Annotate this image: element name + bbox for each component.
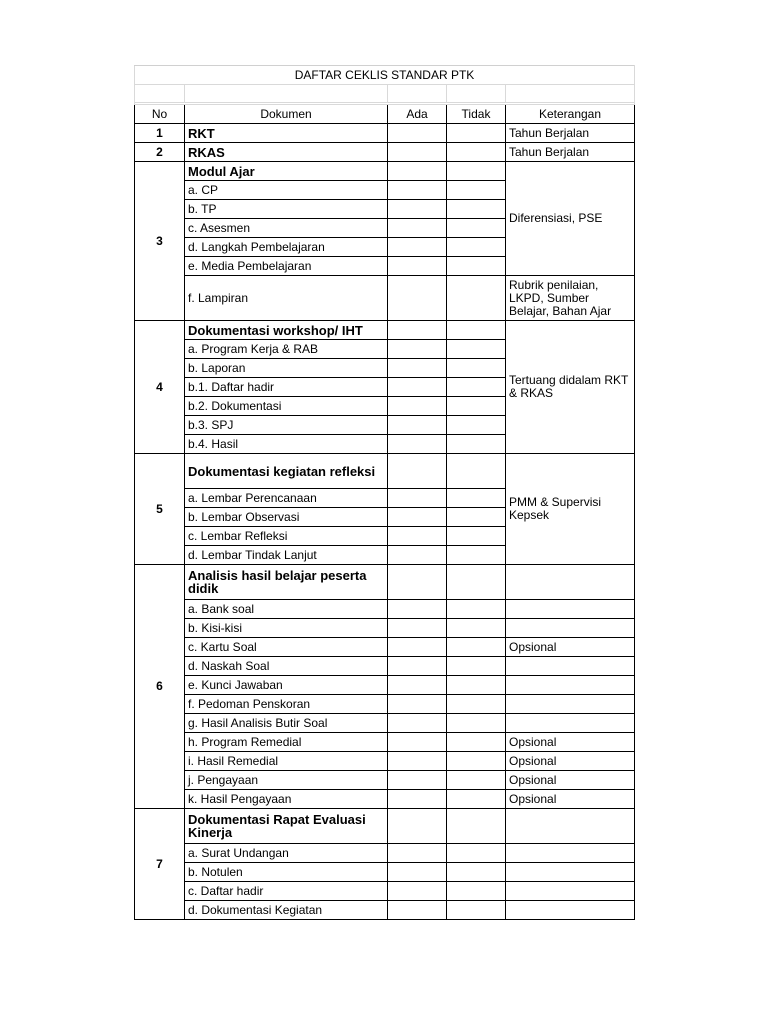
tidak-checkbox-cell[interactable] (447, 809, 506, 844)
keterangan-cell (506, 695, 635, 714)
keterangan-cell (506, 809, 635, 844)
keterangan-cell: Diferensiasi, PSE (506, 162, 635, 276)
table-row (135, 657, 635, 676)
ada-checkbox-cell[interactable] (388, 676, 447, 695)
header-keterangan: Keterangan (506, 105, 635, 124)
keterangan-cell: Tertuang didalam RKT & RKAS (506, 321, 635, 454)
table-row (135, 901, 635, 920)
ada-checkbox-cell[interactable] (388, 340, 447, 359)
keterangan-cell (506, 676, 635, 695)
document-item: b. Lembar Observasi (185, 508, 388, 527)
tidak-checkbox-cell[interactable] (447, 489, 506, 508)
row-number: 1 (135, 124, 185, 143)
document-item: e. Media Pembelajaran (185, 257, 388, 276)
column-header-row (135, 105, 635, 124)
document-item: d. Lembar Tindak Lanjut (185, 546, 388, 565)
table-row (135, 638, 635, 657)
table-row (135, 733, 635, 752)
title-row (135, 66, 635, 85)
document-heading: Dokumentasi kegiatan refleksi (185, 454, 388, 489)
tidak-checkbox-cell[interactable] (447, 219, 506, 238)
keterangan-cell (506, 863, 635, 882)
row-number: 6 (135, 565, 185, 809)
table-row (135, 714, 635, 733)
spacer-cell (506, 85, 635, 103)
document-item: e. Kunci Jawaban (185, 676, 388, 695)
document-item: f. Lampiran (185, 276, 388, 321)
tidak-checkbox-cell[interactable] (447, 657, 506, 676)
ada-checkbox-cell[interactable] (388, 600, 447, 619)
tidak-checkbox-cell[interactable] (447, 771, 506, 790)
keterangan-cell (506, 844, 635, 863)
ada-checkbox-cell[interactable] (388, 200, 447, 219)
spacer-row (135, 85, 635, 103)
document-heading: Dokumentasi workshop/ IHT (185, 321, 388, 340)
document-heading: Modul Ajar (185, 162, 388, 181)
table-row (135, 321, 635, 340)
tidak-checkbox-cell[interactable] (447, 143, 506, 162)
table-row (135, 276, 635, 321)
tidak-checkbox-cell[interactable] (447, 638, 506, 657)
tidak-checkbox-cell[interactable] (447, 752, 506, 771)
keterangan-cell (506, 565, 635, 600)
table-row (135, 863, 635, 882)
ada-checkbox-cell[interactable] (388, 733, 447, 752)
tidak-checkbox-cell[interactable] (447, 200, 506, 219)
keterangan-cell: Opsional (506, 752, 635, 771)
ada-checkbox-cell[interactable] (388, 752, 447, 771)
spacer-cell (447, 85, 506, 103)
keterangan-cell: Tahun Berjalan (506, 124, 635, 143)
document-item: b.1. Daftar hadir (185, 378, 388, 397)
table-row (135, 752, 635, 771)
tidak-checkbox-cell[interactable] (447, 901, 506, 920)
ada-checkbox-cell[interactable] (388, 844, 447, 863)
keterangan-cell (506, 882, 635, 901)
ada-checkbox-cell[interactable] (388, 508, 447, 527)
document-item: c. Asesmen (185, 219, 388, 238)
tidak-checkbox-cell[interactable] (447, 733, 506, 752)
tidak-checkbox-cell[interactable] (447, 695, 506, 714)
document-item: b. Notulen (185, 863, 388, 882)
keterangan-cell: PMM & Supervisi Kepsek (506, 454, 635, 565)
table-row (135, 695, 635, 714)
ada-checkbox-cell[interactable] (388, 378, 447, 397)
document-item: k. Hasil Pengayaan (185, 790, 388, 809)
ada-checkbox-cell[interactable] (388, 546, 447, 565)
keterangan-cell (506, 714, 635, 733)
keterangan-cell (506, 600, 635, 619)
document-item: b.2. Dokumentasi (185, 397, 388, 416)
ada-checkbox-cell[interactable] (388, 143, 447, 162)
spacer-cell (388, 85, 447, 103)
spacer-cell (185, 85, 388, 103)
ada-checkbox-cell[interactable] (388, 238, 447, 257)
tidak-checkbox-cell[interactable] (447, 321, 506, 340)
ada-checkbox-cell[interactable] (388, 489, 447, 508)
tidak-checkbox-cell[interactable] (447, 162, 506, 181)
ada-checkbox-cell[interactable] (388, 901, 447, 920)
ada-checkbox-cell[interactable] (388, 657, 447, 676)
ada-checkbox-cell[interactable] (388, 790, 447, 809)
ada-checkbox-cell[interactable] (388, 565, 447, 600)
document-item: i. Hasil Remedial (185, 752, 388, 771)
table-row (135, 882, 635, 901)
tidak-checkbox-cell[interactable] (447, 276, 506, 321)
ada-checkbox-cell[interactable] (388, 416, 447, 435)
table-row (135, 676, 635, 695)
document-item: a. Program Kerja & RAB (185, 340, 388, 359)
ada-checkbox-cell[interactable] (388, 714, 447, 733)
document-item: d. Dokumentasi Kegiatan (185, 901, 388, 920)
ada-checkbox-cell[interactable] (388, 809, 447, 844)
keterangan-cell: Opsional (506, 638, 635, 657)
tidak-checkbox-cell[interactable] (447, 844, 506, 863)
document-item: f. Pedoman Penskoran (185, 695, 388, 714)
ada-checkbox-cell[interactable] (388, 771, 447, 790)
document-item: b. Laporan (185, 359, 388, 378)
tidak-checkbox-cell[interactable] (447, 546, 506, 565)
tidak-checkbox-cell[interactable] (447, 790, 506, 809)
ada-checkbox-cell[interactable] (388, 219, 447, 238)
tidak-checkbox-cell[interactable] (447, 527, 506, 546)
checklist-table (134, 65, 635, 920)
ada-checkbox-cell[interactable] (388, 863, 447, 882)
ada-checkbox-cell[interactable] (388, 124, 447, 143)
tidak-checkbox-cell[interactable] (447, 508, 506, 527)
document-item: b.3. SPJ (185, 416, 388, 435)
table-row (135, 771, 635, 790)
tidak-checkbox-cell[interactable] (447, 619, 506, 638)
document-item: j. Pengayaan (185, 771, 388, 790)
keterangan-cell: Opsional (506, 771, 635, 790)
document-item: b.4. Hasil (185, 435, 388, 454)
table-row (135, 600, 635, 619)
header-tidak: Tidak (447, 105, 506, 124)
ada-checkbox-cell[interactable] (388, 435, 447, 454)
keterangan-cell (506, 657, 635, 676)
keterangan-cell (506, 619, 635, 638)
ada-checkbox-cell[interactable] (388, 321, 447, 340)
document-item: c. Lembar Refleksi (185, 527, 388, 546)
tidak-checkbox-cell[interactable] (447, 238, 506, 257)
row-number: 2 (135, 143, 185, 162)
tidak-checkbox-cell[interactable] (447, 882, 506, 901)
ada-checkbox-cell[interactable] (388, 397, 447, 416)
keterangan-cell: Opsional (506, 733, 635, 752)
table-row (135, 844, 635, 863)
tidak-checkbox-cell[interactable] (447, 435, 506, 454)
ada-checkbox-cell[interactable] (388, 619, 447, 638)
tidak-checkbox-cell[interactable] (447, 863, 506, 882)
document-item: a. CP (185, 181, 388, 200)
document-item: a. Bank soal (185, 600, 388, 619)
ada-checkbox-cell[interactable] (388, 276, 447, 321)
row-number: 3 (135, 162, 185, 321)
ada-checkbox-cell[interactable] (388, 359, 447, 378)
header-dokumen: Dokumen (185, 105, 388, 124)
table-row (135, 809, 635, 844)
tidak-checkbox-cell[interactable] (447, 565, 506, 600)
tidak-checkbox-cell[interactable] (447, 340, 506, 359)
table-row (135, 790, 635, 809)
document-heading: Analisis hasil belajar peserta didik (185, 565, 388, 600)
tidak-checkbox-cell[interactable] (447, 676, 506, 695)
document-item: b. TP (185, 200, 388, 219)
tidak-checkbox-cell[interactable] (447, 454, 506, 489)
ada-checkbox-cell[interactable] (388, 638, 447, 657)
document-item: d. Langkah Pembelajaran (185, 238, 388, 257)
keterangan-cell: Tahun Berjalan (506, 143, 635, 162)
tidak-checkbox-cell[interactable] (447, 714, 506, 733)
table-row (135, 124, 635, 143)
table-row (135, 162, 635, 181)
document-item: a. Surat Undangan (185, 844, 388, 863)
ada-checkbox-cell[interactable] (388, 882, 447, 901)
tidak-checkbox-cell[interactable] (447, 600, 506, 619)
document-item: d. Naskah Soal (185, 657, 388, 676)
ada-checkbox-cell[interactable] (388, 527, 447, 546)
tidak-checkbox-cell[interactable] (447, 181, 506, 200)
tidak-checkbox-cell[interactable] (447, 359, 506, 378)
ada-checkbox-cell[interactable] (388, 181, 447, 200)
table-row (135, 565, 635, 600)
row-number: 5 (135, 454, 185, 565)
document-item: b. Kisi-kisi (185, 619, 388, 638)
table-row (135, 619, 635, 638)
table-row (135, 143, 635, 162)
document-item: a. Lembar Perencanaan (185, 489, 388, 508)
spacer-cell (135, 85, 185, 103)
header-no: No (135, 105, 185, 124)
ada-checkbox-cell[interactable] (388, 257, 447, 276)
tidak-checkbox-cell[interactable] (447, 378, 506, 397)
ada-checkbox-cell[interactable] (388, 695, 447, 714)
header-ada: Ada (388, 105, 447, 124)
ada-checkbox-cell[interactable] (388, 454, 447, 489)
document-heading: RKT (185, 124, 388, 143)
tidak-checkbox-cell[interactable] (447, 124, 506, 143)
table-row (135, 454, 635, 489)
tidak-checkbox-cell[interactable] (447, 397, 506, 416)
row-number: 4 (135, 321, 185, 454)
document-item: g. Hasil Analisis Butir Soal (185, 714, 388, 733)
document-item: h. Program Remedial (185, 733, 388, 752)
sheet-title: DAFTAR CEKLIS STANDAR PTK (135, 66, 635, 85)
document-heading: Dokumentasi Rapat Evaluasi Kinerja (185, 809, 388, 844)
keterangan-cell: Opsional (506, 790, 635, 809)
tidak-checkbox-cell[interactable] (447, 416, 506, 435)
keterangan-cell: Rubrik penilaian, LKPD, Sumber Belajar, Bahan Ajar (506, 276, 635, 321)
keterangan-cell (506, 901, 635, 920)
document-item: c. Kartu Soal (185, 638, 388, 657)
row-number: 7 (135, 809, 185, 920)
tidak-checkbox-cell[interactable] (447, 257, 506, 276)
ada-checkbox-cell[interactable] (388, 162, 447, 181)
document-heading: RKAS (185, 143, 388, 162)
document-item: c. Daftar hadir (185, 882, 388, 901)
